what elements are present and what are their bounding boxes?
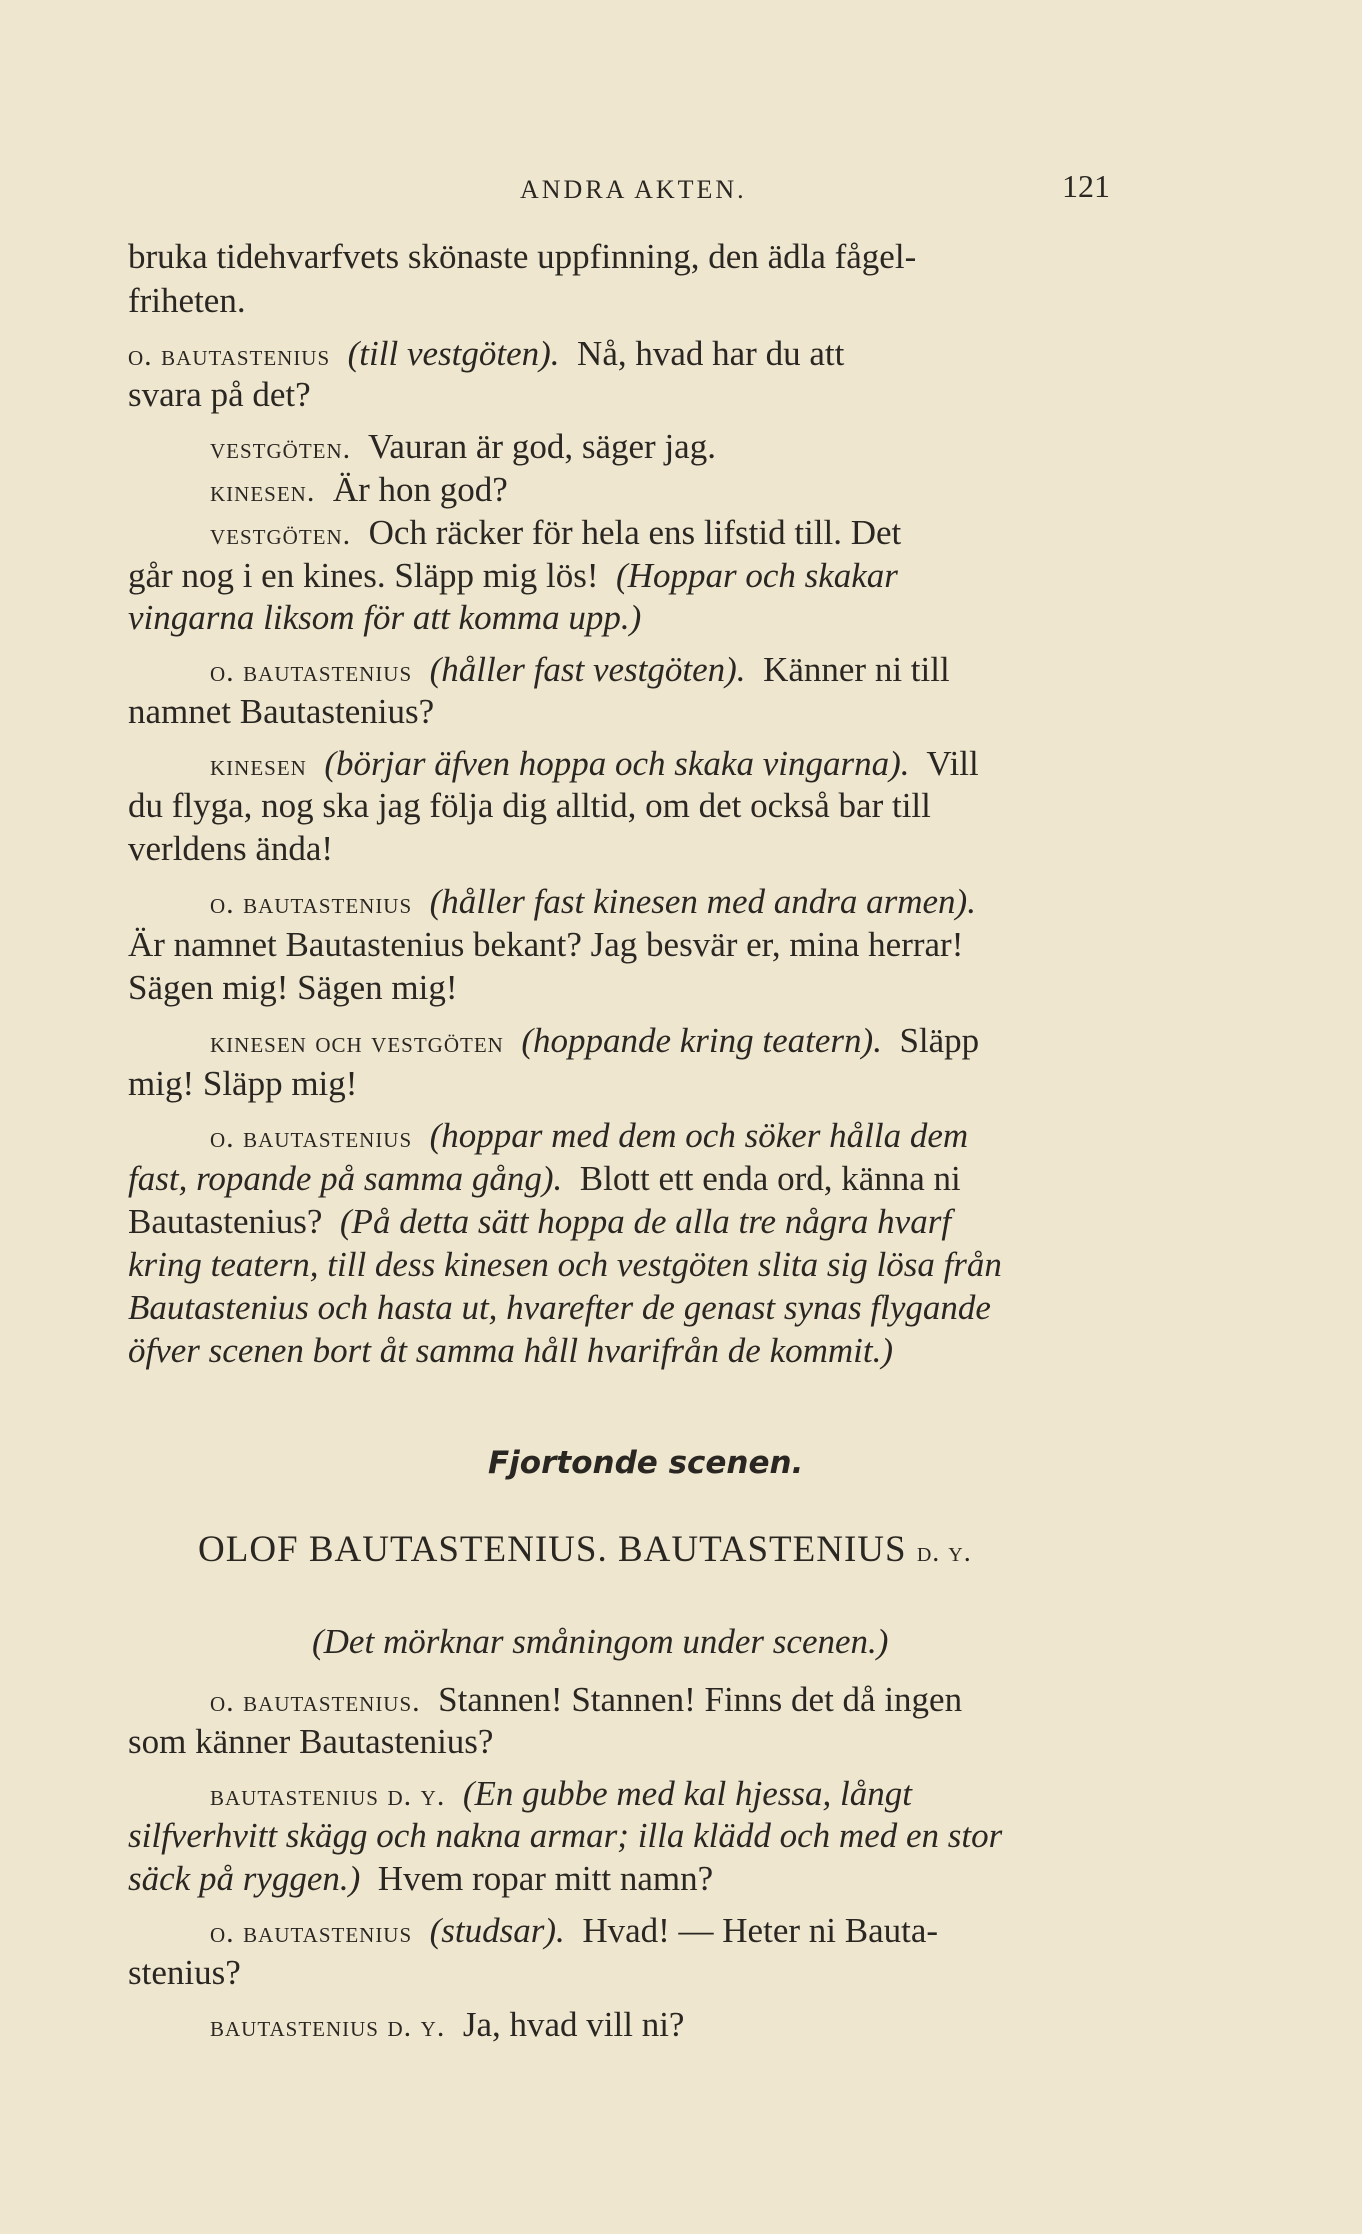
- speaker-name: kinesen.: [210, 475, 316, 508]
- stage-direction: fast, ropande på samma gång).: [128, 1159, 563, 1198]
- text-line: [210, 882, 976, 924]
- text-line: [128, 1159, 961, 1199]
- text-line: namnet Bautastenius?: [128, 692, 435, 731]
- dialogue-text: Och räcker för hela ens lifstid till. Det: [368, 513, 902, 552]
- speaker-name: kinesen och vestgöten: [210, 1026, 504, 1059]
- speaker-name: o. bautastenius: [210, 655, 413, 688]
- stage-direction: kring teatern, till dess kinesen och vestgöten slita sig lösa från: [128, 1245, 1002, 1284]
- text-line: Sägen mig! Sägen mig!: [128, 968, 458, 1007]
- speaker-name: o. bautastenius.: [210, 1685, 421, 1718]
- text-line: [128, 334, 844, 376]
- text-line: [210, 1116, 968, 1158]
- text-line: stenius?: [128, 1953, 241, 1992]
- dialogue-text: Är hon god?: [332, 470, 508, 509]
- text-line: [210, 1774, 912, 1816]
- speaker-name: o. bautastenius: [128, 339, 331, 372]
- dialogue-text: Blott ett enda ord, känna ni: [579, 1159, 961, 1198]
- text-line: [128, 1202, 951, 1242]
- text-line: Är namnet Bautastenius bekant? Jag besvär er, mina herrar!: [128, 925, 964, 964]
- cast-list: [198, 1530, 972, 1573]
- speaker-name: o. bautastenius: [210, 887, 413, 920]
- dialogue-text: går nog i en kines. Släpp mig lös!: [128, 556, 599, 595]
- text-line: [210, 427, 716, 469]
- text-line: [210, 513, 901, 555]
- text-line: [210, 470, 508, 512]
- text-line: [128, 556, 898, 596]
- scene-title: Fjortonde scenen.: [488, 1445, 804, 1481]
- stage-direction: silfverhvitt skägg och nakna armar; illa klädd och med en stor: [128, 1816, 1003, 1855]
- speaker-name: kinesen: [210, 749, 307, 782]
- text-line: mig! Släpp mig!: [128, 1064, 358, 1103]
- stage-direction: (På detta sätt hoppa de alla tre några hvarf: [339, 1202, 952, 1241]
- stage-direction: (studsar).: [429, 1911, 565, 1950]
- text-line: [128, 1859, 713, 1899]
- speaker-name: vestgöten.: [210, 518, 352, 551]
- stage-direction: säck på ryggen.): [128, 1859, 361, 1898]
- speaker-name: o. bautastenius: [210, 1121, 413, 1154]
- stage-direction: vingarna liksom för att komma upp.): [128, 598, 642, 637]
- dialogue-text: Hvem ropar mitt namn?: [377, 1859, 714, 1898]
- dialogue-text: Bautastenius?: [128, 1202, 323, 1241]
- text-line: du flyga, nog ska jag följa dig alltid, om det också bar till: [128, 786, 931, 825]
- stage-direction: (En gubbe med kal hjessa, långt: [462, 1774, 912, 1813]
- stage-direction: (hoppar med dem och söker hålla dem: [429, 1116, 969, 1155]
- dialogue-text: Ja, hvad vill ni?: [462, 2005, 685, 2044]
- text-line: [210, 744, 979, 786]
- text-line: [210, 1021, 979, 1063]
- cast-suffix: d. y.: [916, 1537, 972, 1568]
- dialogue-text: Känner ni till: [763, 650, 950, 689]
- stage-direction: (börjar äfven hoppa och skaka vingarna).: [324, 744, 910, 783]
- page-number: 121: [1062, 168, 1110, 204]
- text-line: svara på det?: [128, 375, 311, 414]
- text-line: [210, 1680, 962, 1722]
- running-head: ANDRA AKTEN.: [520, 175, 747, 204]
- text-line: [210, 650, 950, 692]
- stage-direction: (Hoppar och skakar: [616, 556, 898, 595]
- speaker-name: bautastenius d. y.: [210, 1779, 446, 1812]
- stage-direction: (till vestgöten).: [347, 334, 560, 373]
- stage-direction: (hoppande kring teatern).: [521, 1021, 882, 1060]
- cast-names: OLOF BAUTASTENIUS. BAUTASTENIUS: [198, 1529, 907, 1570]
- dialogue-text: Hvad! — Heter ni Bauta-: [582, 1911, 939, 1950]
- text-line: verldens ända!: [128, 829, 334, 868]
- stage-direction: (håller fast vestgöten).: [429, 650, 746, 689]
- dialogue-text: Vill: [926, 744, 979, 783]
- dialogue-text: Släpp: [899, 1021, 980, 1060]
- dialogue-text: Vauran är god, säger jag.: [368, 427, 716, 466]
- speaker-name: vestgöten.: [210, 432, 352, 465]
- speaker-name: o. bautastenius: [210, 1916, 413, 1949]
- dialogue-text: Nå, hvad har du att: [577, 334, 845, 373]
- dialogue-text: Stannen! Stannen! Finns det då ingen: [438, 1680, 963, 1719]
- text-line: som känner Bautastenius?: [128, 1722, 494, 1761]
- stage-direction: (Det mörknar småningom under scenen.): [312, 1622, 889, 1661]
- text-line: [210, 2005, 684, 2047]
- text-line: friheten.: [128, 281, 246, 320]
- speaker-name: bautastenius d. y.: [210, 2010, 446, 2043]
- stage-direction: öfver scenen bort åt samma håll hvarifrån de kommit.): [128, 1331, 894, 1370]
- stage-direction: Bautastenius och hasta ut, hvarefter de genast synas flygande: [128, 1288, 991, 1327]
- text-line: [210, 1911, 938, 1953]
- stage-direction: (håller fast kinesen med andra armen).: [429, 882, 976, 921]
- text-line: bruka tidehvarfvets skönaste uppfinning, den ädla fågel-: [128, 237, 917, 276]
